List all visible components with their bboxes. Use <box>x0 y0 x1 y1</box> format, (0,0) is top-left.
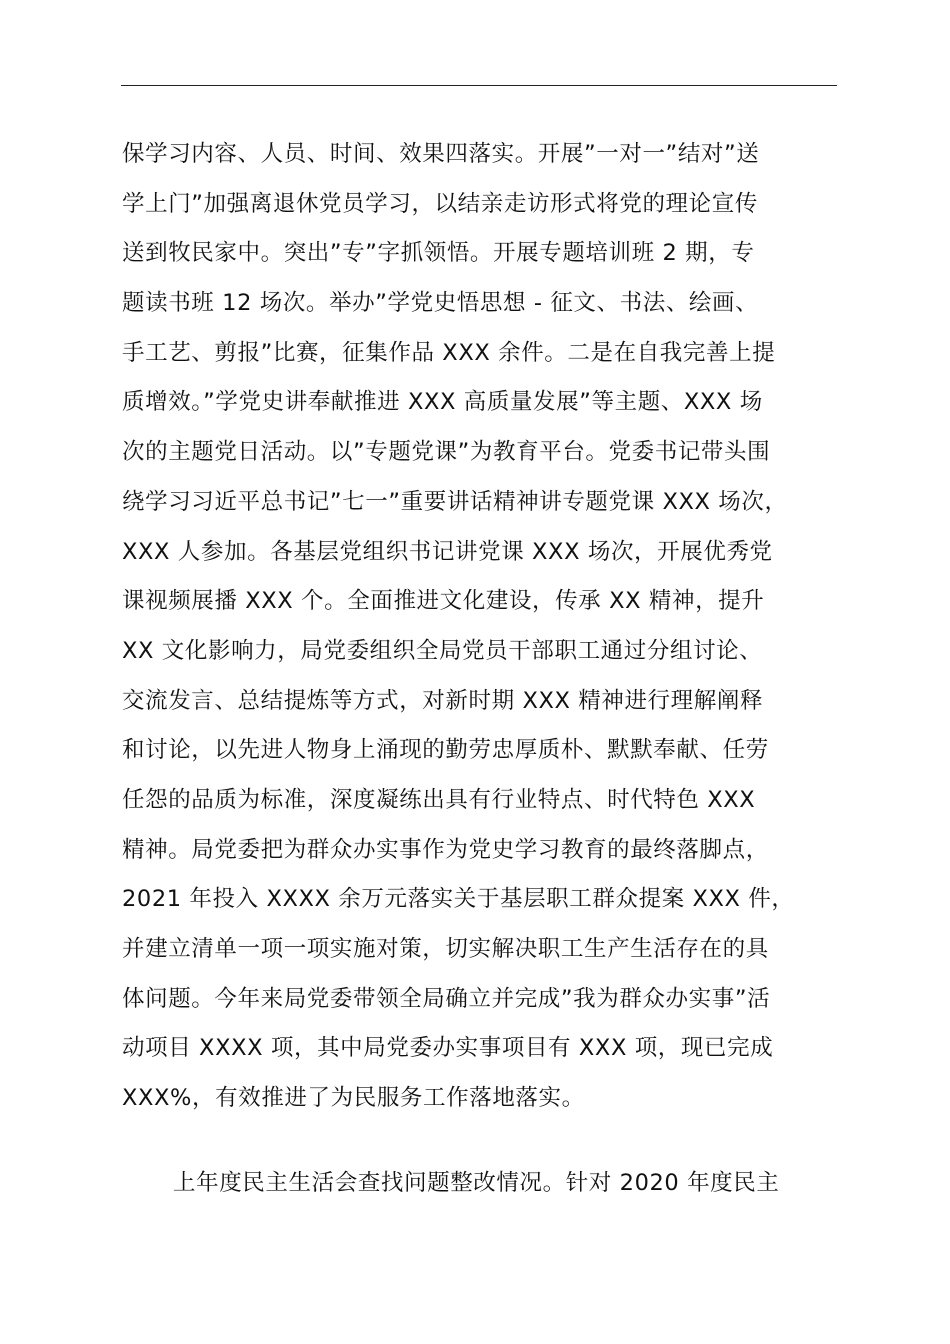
text-line: 题读书班 12 场次。举办”学党史悟思想 - 征文、书法、绘画、 <box>122 290 759 317</box>
text-line: 课视频展播 XXX 个。全面推进文化建设，传承 XX 精神，提升 <box>122 588 765 615</box>
paragraph-1 <box>122 130 862 1124</box>
text-line: 绕学习习近平总书记”七一”重要讲话精神讲专题党课 XXX 场次， <box>122 488 788 515</box>
text-line: XXX%，有效推进了为民服务工作落地落实。 <box>122 1085 585 1112</box>
text-line: 体问题。今年来局党委带领全局确立并完成”我为群众办实事”活 <box>122 985 771 1012</box>
text-line: XX 文化影响力，局党委组织全局党员干部职工通过分组讨论、 <box>122 637 763 664</box>
text-line: 次的主题党日活动。以”专题党课”为教育平台。党委书记带头围 <box>122 439 771 466</box>
text-line: 动项目 XXXX 项，其中局党委办实事项目有 XXX 项，现已完成 <box>122 1035 774 1062</box>
text-line: XXX 人参加。各基层党组织书记讲党课 XXX 场次，开展优秀党 <box>122 538 773 565</box>
text-line: 质增效。”学党史讲奉献推进 XXX 高质量发展”等主题、XXX 场 <box>122 389 763 416</box>
paragraph-2 <box>122 1159 862 1209</box>
document-body <box>122 130 862 1208</box>
text-line: 任怨的品质为标准，深度凝练出具有行业特点、时代特色 XXX <box>122 786 756 813</box>
text-line: 并建立清单一项一项实施对策，切实解决职工生产生活存在的具 <box>122 936 769 962</box>
paragraph-spacing <box>122 1124 862 1159</box>
text-line: 上年度民主生活会查找问题整改情况。针对 2020 年度民主 <box>173 1169 780 1196</box>
text-line: 交流发言、总结提炼等方式，对新时期 XXX 精神进行理解阐释 <box>122 687 764 714</box>
text-line: 保学习内容、人员、时间、效果四落实。开展”一对一”结对”送 <box>122 141 760 167</box>
header-rule <box>121 85 837 86</box>
text-line: 2021 年投入 XXXX 余万元落实关于基层职工群众提案 XXX 件， <box>122 886 795 913</box>
text-line: 和讨论，以先进人物身上涌现的勤劳忠厚质朴、默默奉献、任劳 <box>122 737 769 764</box>
text-line: 手工艺、剪报”比赛，征集作品 XXX 余件。二是在自我完善上提 <box>122 339 776 366</box>
text-line: 学上门”加强离退休党员学习，以结亲走访形式将党的理论宣传 <box>122 190 758 217</box>
text-line: 送到牧民家中。突出”专”字抓领悟。开展专题培训班 2 期，专 <box>122 240 755 267</box>
text-line: 精神。局党委把为群众办实事作为党史学习教育的最终落脚点， <box>122 836 769 863</box>
